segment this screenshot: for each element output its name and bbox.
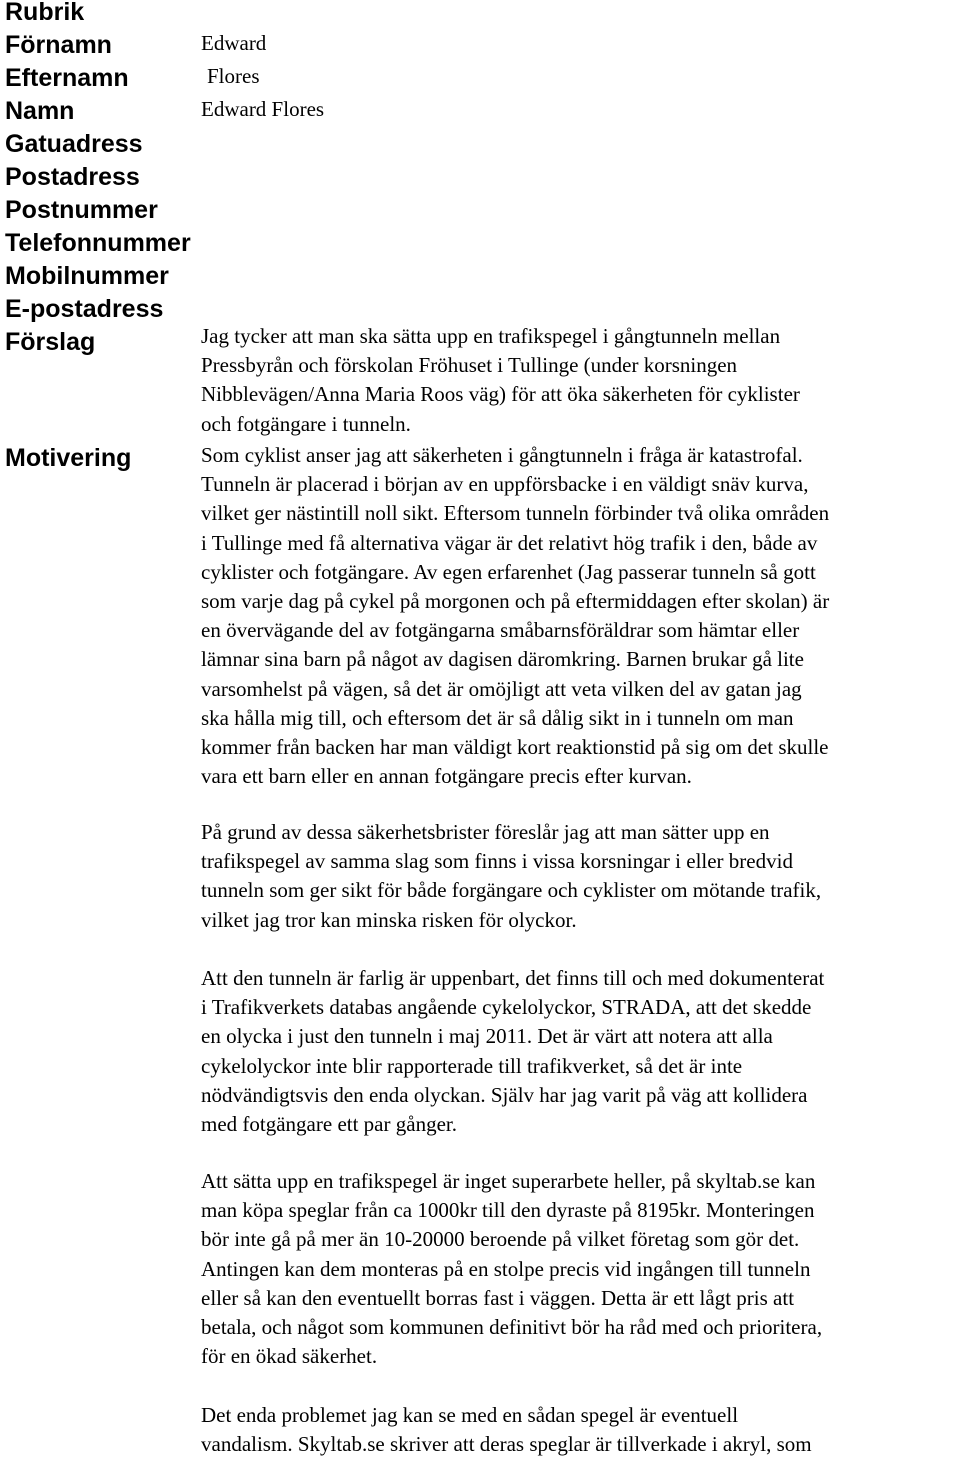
motivering-paragraph-1 [201,441,953,791]
label-namn: Namn [5,97,75,125]
motivering-line: man köpa speglar från ca 1000kr till den dyraste på 8195kr. Monteringen [201,1198,815,1223]
forslag-line: Pressbyrån och förskolan Fröhuset i Tullinge (under korsningen [201,353,738,378]
motivering-line: som varje dag på cykel på morgonen och på eftermiddagen efter skolan) är [201,589,830,614]
motivering-paragraph-5 [201,1401,953,1459]
label-rubrik: Rubrik [5,0,85,26]
label-postadress: Postadress [5,163,140,191]
forslag-line: och fotgängare i tunneln. [201,411,411,436]
motivering-line: Det enda problemet jag kan se med en sådan spegel är eventuell [201,1403,739,1427]
motivering-line: Tunneln är placerad i början av en uppförsbacke i en väldigt snäv kurva, [201,472,809,497]
motivering-line: vandalism. Skyltab.se skriver att deras speglar är tillverkade i akryl, som [201,1432,812,1457]
forslag-line: Jag tycker att man ska sätta upp en trafikspegel i gångtunneln mellan [201,324,781,348]
motivering-line: för en ökad säkerhet. [201,1344,378,1369]
motivering-line: vara ett barn eller en annan fotgängare precis efter kurvan. [201,764,692,789]
label-fornamn: Förnamn [5,31,112,59]
motivering-line: Antingen kan dem monteras på en stolpe precis vid ingången till tunneln [201,1256,811,1281]
label-efternamn: Efternamn [5,64,129,92]
motivering-line: en olycka i just den tunneln i maj 2011. Det är värt att notera att alla [201,1024,773,1049]
motivering-line: trafikspegel av samma slag som finns i vissa korsningar i eller bredvid [201,849,793,874]
label-epostadress: E-postadress [5,295,164,323]
motivering-line: Som cyklist anser jag att säkerheten i gångtunneln i fråga är katastrofal. [201,443,803,467]
motivering-line: Att den tunneln är farlig är uppenbart, det finns till och med dokumenterat [201,966,825,990]
motivering-line: vilket ger nästintill noll sikt. Eftersom tunneln förbinder två olika områden [201,501,830,526]
motivering-line: cykelolyckor inte blir rapporterade till trafikverket, så det är inte [201,1053,743,1078]
motivering-line: tunneln som ger sikt för både forgängare och cyklister om mötande trafik, [201,878,822,903]
motivering-line: bör inte gå på mer än 10-20000 beroende på vilket företag som gör det. [201,1227,800,1252]
motivering-line: På grund av dessa säkerhetsbrister föreslår jag att man sätter upp en [201,820,770,844]
motivering-line: vilket jag tror kan minska risken för olyckor. [201,907,577,932]
motivering-paragraph-2 [201,818,953,935]
motivering-paragraph-4 [201,1167,953,1371]
motivering-line: en övervägande del av fotgängarna småbarnsföräldrar som hämtar eller [201,618,800,643]
motivering-line: Att sätta upp en trafikspegel är inget superarbete heller, på skyltab.se kan [201,1169,816,1193]
motivering-line: i Trafikverkets databas angående cykelolyckor, STRADA, att det skedde [201,995,812,1020]
forslag-line: Nibblevägen/Anna Maria Roos väg) för att öka säkerheten för cyklister [201,382,800,407]
label-telefonnummer: Telefonnummer [5,229,191,257]
motivering-paragraph-3 [201,964,953,1139]
motivering-line: cyklister och fotgängare. Av egen erfarenhet (Jag passerar tunneln så gott [201,559,816,584]
label-mobilnummer: Mobilnummer [5,262,169,290]
label-postnummer: Postnummer [5,196,158,224]
motivering-line: eller så kan den eventuellt borras fast i väggen. Detta är ett lågt pris att [201,1285,795,1310]
label-motivering: Motivering [5,444,132,472]
value-namn: Edward Flores [201,97,325,121]
value-fornamn: Edward [201,31,267,55]
motivering-line: betala, och något som kommunen definitivt bör ha råd med och prioritera, [201,1315,823,1340]
motivering-line: kommer från backen har man väldigt kort reaktionstid på sig om det skulle [201,735,829,760]
label-gatuadress: Gatuadress [5,130,143,158]
value-efternamn: Flores [207,64,260,88]
forslag-text [201,322,953,439]
motivering-line: ska hålla mig till, och eftersom det är så dålig sikt in i tunneln om man [201,705,794,730]
motivering-line: lämnar sina barn på något av dagisen däromkring. Barnen brukar gå lite [201,647,804,672]
motivering-line: nödvändigtsvis den enda olyckan. Själv har jag varit på väg att kollidera [201,1082,808,1107]
label-forslag: Förslag [5,328,96,356]
motivering-line: i Tullinge med få alternativa vägar är det relativt hög trafik i den, både av [201,530,818,555]
motivering-line: varsomhelst på vägen, så det är omöjligt att veta vilken del av gatan jag [201,676,802,701]
motivering-line: med fotgängare ett par gånger. [201,1112,457,1137]
